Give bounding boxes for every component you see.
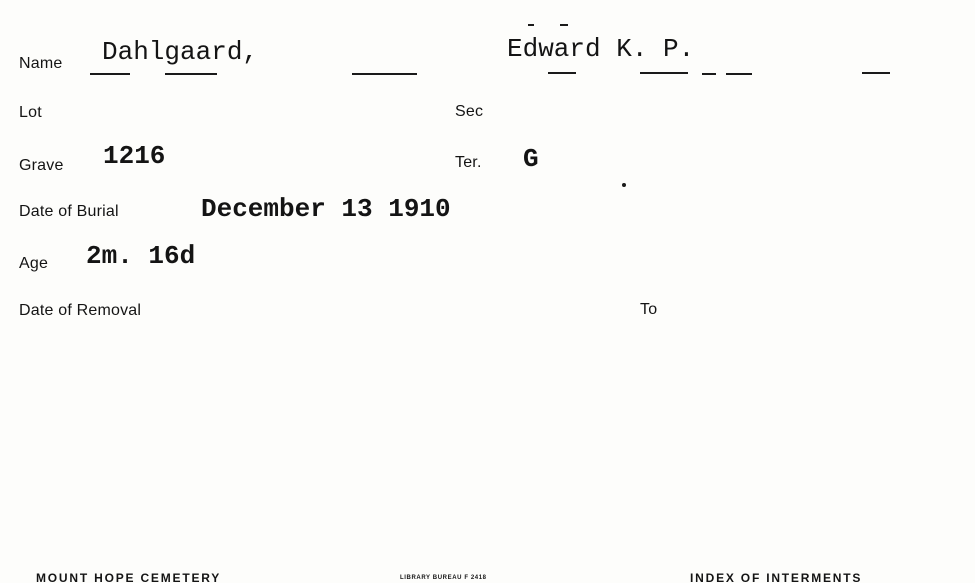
ter-value: G: [523, 144, 539, 174]
name-underline: [548, 72, 576, 74]
sec-label: Sec: [455, 103, 484, 120]
age-label: Age: [19, 255, 49, 272]
name-underline: [640, 72, 688, 74]
grave-value: 1216: [103, 141, 166, 171]
removal-to-label: To: [640, 301, 658, 318]
typewriter-mark: [560, 24, 568, 26]
printer-mark: LIBRARY BUREAU F 2418: [400, 575, 487, 581]
name-underline: [702, 73, 716, 75]
ink-speck: [622, 183, 626, 187]
name-underline: [862, 72, 890, 74]
cemetery-name: MOUNT HOPE CEMETERY: [36, 571, 222, 583]
lot-label: Lot: [19, 104, 42, 121]
removal-date-label: Date of Removal: [19, 302, 142, 319]
burial-date-value: December 13 1910: [201, 194, 451, 224]
name-underline: [352, 73, 417, 75]
name-label: Name: [19, 55, 63, 72]
name-underline: [90, 73, 130, 75]
surname-value: Dahlgaard,: [102, 37, 259, 67]
name-underline: [165, 73, 217, 75]
index-title: INDEX OF INTERMENTS: [690, 571, 863, 583]
ter-label: Ter.: [455, 154, 482, 171]
grave-label: Grave: [19, 157, 64, 174]
age-value: 2m. 16d: [86, 241, 196, 271]
burial-date-label: Date of Burial: [19, 203, 119, 220]
given-name-value: Edward K. P.: [507, 34, 695, 64]
name-underline: [726, 73, 752, 75]
typewriter-mark: [528, 24, 534, 26]
